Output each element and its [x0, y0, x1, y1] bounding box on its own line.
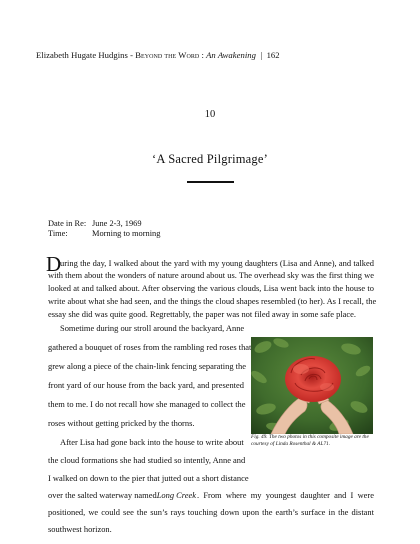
chapter-number: 10: [204, 109, 216, 120]
text-line: grew along a piece of the chain-link fencing separating the: [48, 361, 246, 371]
text-line: them to me. I do not recall how she managed to collect the: [48, 399, 246, 409]
text-line: After Lisa had gone back into the house to write about: [60, 437, 244, 447]
text-line: [48, 490, 374, 501]
title-rule: [187, 181, 234, 183]
running-header: [36, 50, 396, 60]
text-line: front yard of our house from the back yard, and presented: [48, 380, 244, 390]
date-label: Date in Re:: [48, 219, 87, 228]
chapter-title: ‘A Sacred Pilgrimage’: [152, 152, 268, 166]
text-line: positioned, we could see the sun’s rays touching down upon the earth’s surface in the distant: [48, 507, 374, 517]
date-block: [48, 219, 160, 239]
text-line: roses without getting pricked by the thorns.: [48, 418, 195, 428]
text-line: write about what she had seen, and the things the cloud shapes resembled (to her). As I recall, the: [48, 296, 377, 306]
header-separator: :: [199, 50, 207, 60]
text-line: essay she did was quite good. Regrettably, the paper was not filed away in some safe place.: [48, 309, 357, 319]
text-line: southwest horizon.: [48, 524, 112, 534]
text-line: Sometime during our stroll around the backyard, Anne: [60, 323, 245, 333]
text-line: with them about the wonders of nature around about us. The overhead sky was the first thing we: [48, 270, 374, 280]
time-label: Time:: [48, 229, 68, 238]
time-value: Morning to morning: [92, 229, 161, 238]
header-page-separator: |: [255, 50, 267, 60]
text-line: uring the day, I walked about the yard with my young daughters (Lisa and Anne), and talked: [60, 258, 374, 268]
rose-photo: [251, 337, 373, 434]
text-line: I walked on down to the pier that jutted out a short distance: [48, 473, 249, 483]
header-page-number: 162: [266, 50, 280, 60]
header-author: Elizabeth Hugate Hudgins -: [36, 50, 136, 60]
text-line: looked at and talked about. After observing the various clouds, Lisa went back into the house to: [48, 283, 374, 293]
header-book-title: Beyond the Word: [135, 50, 200, 60]
text-line: the cloud formations she had studied so intently, Anne and: [48, 455, 246, 465]
text-line: gathered a bouquet of roses from the rambling red roses that: [48, 342, 252, 352]
text-segment: over the salted waterway named: [48, 490, 157, 500]
header-book-subtitle: An Awakening: [206, 50, 256, 60]
creek-name: Long Creek: [156, 490, 196, 500]
date-value: June 2-3, 1969: [92, 219, 142, 228]
drop-cap: D: [46, 252, 62, 276]
figure-caption: Fig. 49. The two photos in this composite image are the courtesy of Linda Rosenthal & AL71.: [251, 434, 369, 447]
text-segment: . From where my youngest daughter and I were: [197, 490, 374, 500]
rose-image: [251, 337, 373, 434]
